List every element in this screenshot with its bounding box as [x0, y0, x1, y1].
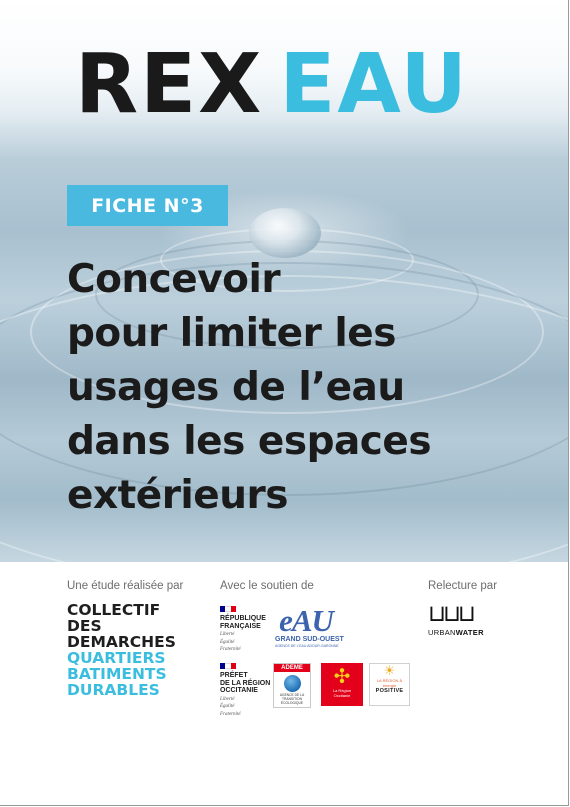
title-eau: EAU [279, 37, 469, 132]
collectif-line: QUARTIERS [67, 649, 166, 667]
agence-eau-wordmark: eAU [279, 603, 333, 638]
title-rex: REX [75, 37, 264, 132]
headline-line: Concevoir [67, 257, 281, 302]
positive-sun-icon: ☀ [383, 664, 396, 679]
republique-francaise-logo [220, 606, 266, 653]
region-occitanie-logo [321, 663, 363, 706]
republique-name: RÉPUBLIQUE [220, 615, 266, 622]
marianne-flag-icon [220, 663, 236, 669]
document-headline [67, 253, 537, 523]
headline-line: usages de l’eau [67, 365, 405, 410]
republique-motto: Liberté [220, 632, 235, 637]
agence-eau-tagline: AGENCE DE L'EAU ADOUR-GARONNE [275, 644, 339, 648]
energie-positive-logo [369, 663, 410, 706]
support-credit-label: Avec le soutien de [220, 580, 314, 592]
ademe-globe-icon [284, 675, 301, 692]
document-title [75, 37, 469, 132]
study-credit-label: Une étude réalisée par [67, 580, 184, 592]
occitanie-cross-icon: ✣ [333, 664, 351, 688]
collectif-line: BATIMENTS [67, 665, 167, 683]
positive-caption: LA RÉGION À [376, 678, 403, 683]
collectif-line: DEMARCHES [67, 633, 176, 651]
collectif-line: COLLECTIF [67, 601, 161, 619]
urban-water-word-bold: WATER [455, 628, 484, 637]
headline-line: pour limiter les [67, 311, 396, 356]
ademe-logo [273, 663, 311, 708]
prefet-name: OCCITANIE [220, 687, 258, 694]
urban-water-logo [428, 603, 484, 638]
occitanie-caption: Occitanie [333, 692, 351, 698]
fiche-number-badge: FICHE N°3 [67, 185, 228, 226]
urban-water-wordmark [428, 628, 484, 638]
water-droplet [249, 208, 321, 258]
republique-motto: Fraternité [220, 647, 241, 652]
headline-line: extérieurs [67, 473, 288, 518]
republique-motto: Égalité [220, 639, 235, 645]
ademe-caption: AGENCE DE LA [279, 693, 305, 697]
positive-caption: énergie [382, 682, 397, 688]
occitanie-caption: La Région [332, 688, 352, 693]
marianne-flag-icon [220, 606, 236, 612]
agence-eau-logo [275, 603, 344, 648]
ademe-caption: TRANSITION [282, 696, 302, 701]
prefet-motto: Liberté [220, 696, 235, 702]
review-credit-label: Relecture par [428, 580, 498, 592]
republique-name: FRANÇAISE [220, 622, 261, 630]
collectif-line: DES [67, 617, 102, 635]
urban-water-word-light: URBAN [428, 628, 456, 637]
prefet-motto: Égalité [220, 704, 235, 709]
ademe-caption: ÉCOLOGIQUE [280, 700, 304, 705]
urban-water-icon: ⊔⊔⊔ [428, 601, 473, 627]
prefet-name: DE LA RÉGION [220, 679, 271, 687]
collectif-logo [67, 602, 176, 698]
positive-word: POSITIVE [375, 688, 404, 694]
collectif-line: DURABLES [67, 681, 160, 699]
agence-eau-name: GRAND SUD-OUEST [275, 636, 344, 643]
headline-line: dans les espaces [67, 419, 432, 464]
prefet-motto: Fraternité [220, 711, 241, 717]
ademe-band: ADEME [274, 664, 310, 672]
prefet-occitanie-logo [220, 663, 270, 717]
prefet-name: PRÉFET [220, 672, 248, 679]
